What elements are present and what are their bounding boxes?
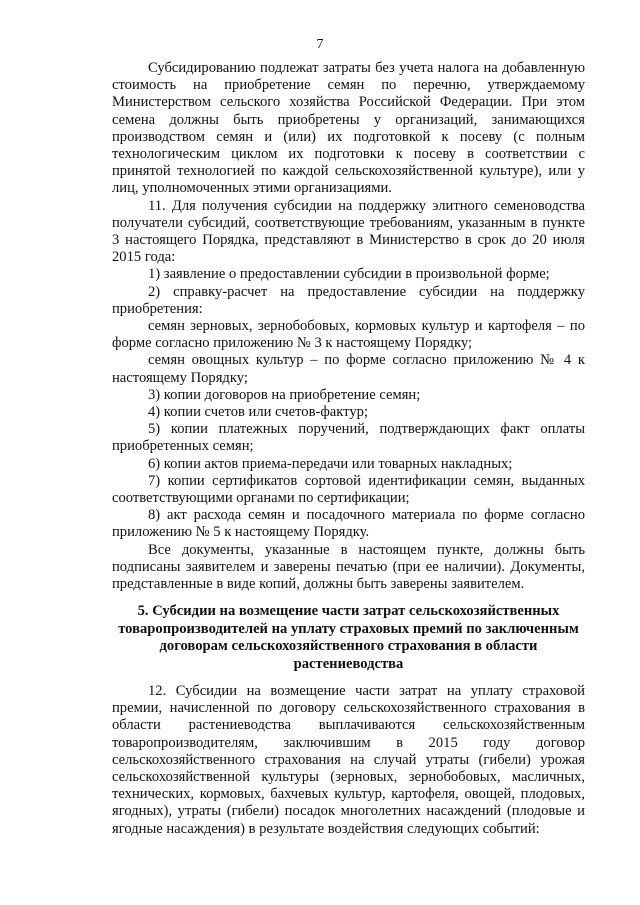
list-item-3: 3) копии договоров на приобретение семян; (148, 386, 421, 403)
list-item-5: 5) копии платежных поручений, подтверждающих факт оплаты приобретенных семян; (112, 421, 585, 455)
paragraph-subsidy-costs: Субсидированию подлежат затраты без учета налога на добавленную стоимость на приобретение семян по перечню, утверждаемому Министерством сельского хозяйства Российской Федерации. При этом семена должны быть приобретены у организаций, занимающихся производством семян и (или) их подготовкой к посеву (с полным технологическим циклом их подготовки к посеву в соответствии с принятой технологией по каждой сельскохозяйственной культуре), или у лиц, уполномоченных этими организациями. (112, 60, 585, 197)
list-subitem-grain-seeds: семян зерновых, зернобобовых, кормовых культур и картофеля – по форме согласно приложению № 3 к настоящему Порядку; (112, 318, 585, 352)
page-number: 7 (316, 37, 324, 52)
list-subitem-vegetable-seeds: семян овощных культур – по форме согласно приложению № 4 к настоящему Порядку; (112, 352, 585, 386)
paragraph-documents-certification: Все документы, указанные в настоящем пункте, должны быть подписаны заявителем и заверены печатью (при ее наличии). Документы, представленные в виде копий, должны быть заверены заявителем. (112, 541, 585, 593)
list-item-1: 1) заявление о предоставлении субсидии в произвольной форме; (148, 266, 550, 283)
page-content (112, 60, 585, 838)
section-heading: 5. Субсидии на возмещение части затрат сельскохозяйственных товаропроизводителей на уплату страховых премий по заключенным договорам сельскохозяйственного страхования в области растениеводства (118, 603, 579, 672)
list-item-7: 7) копии сертификатов сортовой идентификации семян, выданных соответствующими органами по сертификации; (112, 472, 585, 507)
list-item-8: 8) акт расхода семян и посадочного материала по форме согласно приложению № 5 к настоящему Порядку. (112, 507, 585, 541)
list-item-4: 4) копии счетов или счетов-фактур; (148, 404, 369, 421)
list-item-6: 6) копии актов приема-передачи или товарных накладных; (148, 455, 513, 472)
paragraph-item-12: 12. Субсидии на возмещение части затрат на уплату страховой премии, начисленной по договору сельскохозяйственного страхования в области растениеводства выплачиваются сельскохозяйственным товаропроизводителям, заключившим в 2015 году договор сельскохозяйственного страхования на случай утраты (гибели) урожая сельскохозяйственной культуры (зерновых, зернобобовых, масличных, технических, кормовых, бахчевых культур, картофеля, овощей, плодовых, ягодных), утраты (гибели) посадок многолетних насаждений (плодовые и ягодные насаждения) в результате воздействия следующих событий: (112, 682, 585, 837)
paragraph-item-11: 11. Для получения субсидии на поддержку элитного семеноводства получатели субсидий, соответствующие требованиям, указанным в пункте 3 настоящего Порядка, представляют в Министерство в срок до 20 июля 2015 года: (112, 197, 585, 266)
list-item-2: 2) справку-расчет на предоставление субсидии на поддержку приобретения: (112, 283, 585, 317)
